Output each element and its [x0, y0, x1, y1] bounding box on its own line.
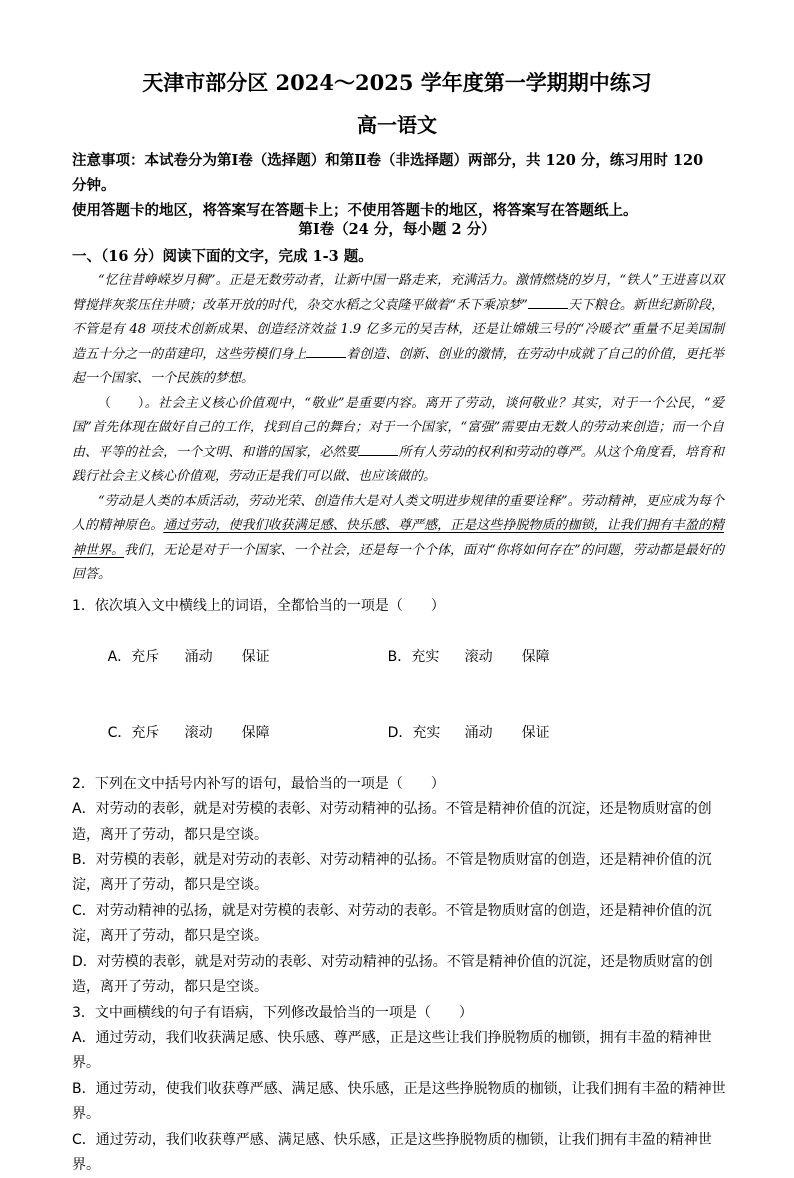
option-text: B．充实 — [387, 648, 440, 665]
reading-passage — [72, 269, 724, 588]
question-1-options-row — [72, 619, 726, 695]
option-text: 保证 — [241, 648, 270, 665]
questions-block — [72, 594, 726, 1178]
question-2-option-b: B．对劳模的表彰，就是对劳动的表彰、对劳动精神的弘扬。不管是物质财富的创造，还是精神价值的沉淀，离开了劳动，都只是空谈。 — [72, 852, 712, 894]
option-text: 涌动 — [464, 725, 493, 742]
passage-paragraph-3 — [72, 490, 724, 588]
notice-block — [72, 148, 722, 223]
passage-text: 天下粮仓。新世纪新阶段，不管是有 48 项技术创新成果、创造经济效益 1.9 亿多元的吴吉林，还是让嫦娥三号的“冷暖衣”重量不足美国制造五十分之一的苗建印，这些劳模们身上 — [72, 297, 724, 362]
passage-text: 。社会主义核心价值观中，“敬业”是重要内容。离开了劳动，谈何敬业？其实，对于一个公民，“爱国”首先体现在做好自己的工作，找到自己的舞台；对于一个国家，“富强”需要由无数人的劳动来创造；而一个自由、平等的社会，一个文明、和谐的国家，必然要 — [72, 395, 724, 460]
passage-text: 着创造、创新、创业的激情，在劳动中成就了自己的价值，更托举起一个国家、一个民族的梦想。 — [72, 346, 724, 386]
fill-blank-3 — [358, 441, 398, 456]
option-text: 滚动 — [464, 648, 493, 665]
part-title: 一、（16 分）阅读下面的文字，完成 1-3 题。 — [72, 248, 373, 265]
fill-blank-1 — [528, 294, 568, 309]
notice-line-2: 使用答题卡的地区，将答案写在答题卡上；不使用答题卡的地区，将答案写在答题纸上。 — [72, 202, 638, 219]
question-2-option-c: C．对劳动精神的弘扬，就是对劳模的表彰、对劳动的表彰。不管是物质财富的创造，还是精神价值的沉淀，离开了劳动，都只是空谈。 — [72, 902, 712, 945]
question-2-option-a: A．对劳动的表彰，就是对劳模的表彰、对劳动精神的弘扬。不管是精神价值的沉淀，还是物质财富的创造，离开了劳动，都只是空谈。 — [72, 801, 712, 843]
exam-title: 天津市部分区 2024～2025 学年度第一学期期中练习 — [142, 70, 652, 95]
underlined-sentence: 通过劳动，使我们收获满足感、快乐感、尊严感，正是这些挣脱物质的枷锁，让我们拥有丰盈的精神世界。 — [72, 518, 724, 558]
question-3-stem: 3．文中画横线的句子有语病，下列修改最恰当的一项是（ ） — [72, 1004, 473, 1021]
option-text: 保障 — [521, 648, 550, 665]
passage-text: “劳动是人类的本质活动，劳动光荣、创造伟大是对人类文明进步规律的重要诠释”。劳动精神，更应成为每个人的精神原色。 — [72, 493, 724, 533]
option-text: A．充斥 — [107, 648, 160, 665]
question-3-option-b: B．通过劳动，使我们收获尊严感、满足感、快乐感，正是这些挣脱物质的枷锁，让我们拥有丰盈的精神世界。 — [72, 1080, 726, 1123]
option-text: D．充实 — [387, 725, 441, 742]
passage-text: “忆往昔峥嵘岁月稠”。正是无数劳动者，让新中国一路走来，充满活力。激情燃烧的岁月，“铁人”王进喜以双臂搅拌灰浆压住井喷；改革开放的时代，杂交水稻之父袁隆平做着“禾下乘凉梦” — [72, 273, 724, 313]
option-text: C．充斥 — [107, 725, 160, 742]
notice-line-1: 注意事项：本试卷分为第Ⅰ卷（选择题）和第Ⅱ卷（非选择题）两部分，共 120 分，练习用时 120 分钟。 — [72, 152, 704, 194]
question-2-stem: 2．下列在文中括号内补写的语句，最恰当的一项是（ ） — [72, 775, 445, 792]
option-text: 保障 — [241, 725, 270, 742]
fill-blank-2 — [306, 343, 346, 358]
option-text: 保证 — [521, 725, 550, 742]
section-title: 第Ⅰ卷（24 分，每小题 2 分） — [298, 221, 496, 238]
passage-paragraph-1 — [72, 269, 724, 392]
answer-parenthesis: （ ） — [98, 395, 145, 411]
question-2-option-d: D．对劳模的表彰，就是对劳动的表彰、对劳动精神的弘扬。不管是精神价值的沉淀，还是物质财富的创造，离开了劳动，都只是空谈。 — [72, 953, 713, 996]
passage-text: 我们，无论是对于一个国家、一个社会，还是每一个个体，面对“你将如何存在”的问题，劳动都是最好的回答。 — [72, 542, 724, 582]
question-3-option-a: A．通过劳动，我们收获满足感、快乐感、尊严感，正是这些让我们挣脱物质的枷锁，拥有丰盈的精神世界。 — [72, 1029, 712, 1072]
passage-paragraph-2 — [72, 392, 724, 490]
option-text: 滚动 — [184, 725, 213, 742]
question-1-options-row — [72, 696, 726, 772]
question-1-stem: 1．依次填入文中横线上的词语，全都恰当的一项是（ ） — [72, 598, 445, 614]
option-text: 涌动 — [184, 648, 213, 665]
question-3-option-c: C．通过劳动，我们收获尊严感、满足感、快乐感，正是这些挣脱物质的枷锁，让我们拥有丰盈的精神世界。 — [72, 1131, 712, 1173]
exam-subject: 高一语文 — [357, 113, 437, 137]
passage-text: 所有人劳动的权利和劳动的尊严。从这个角度看，培育和践行社会主义核心价值观，劳动正是我们可以做、也应该做的。 — [72, 444, 724, 484]
